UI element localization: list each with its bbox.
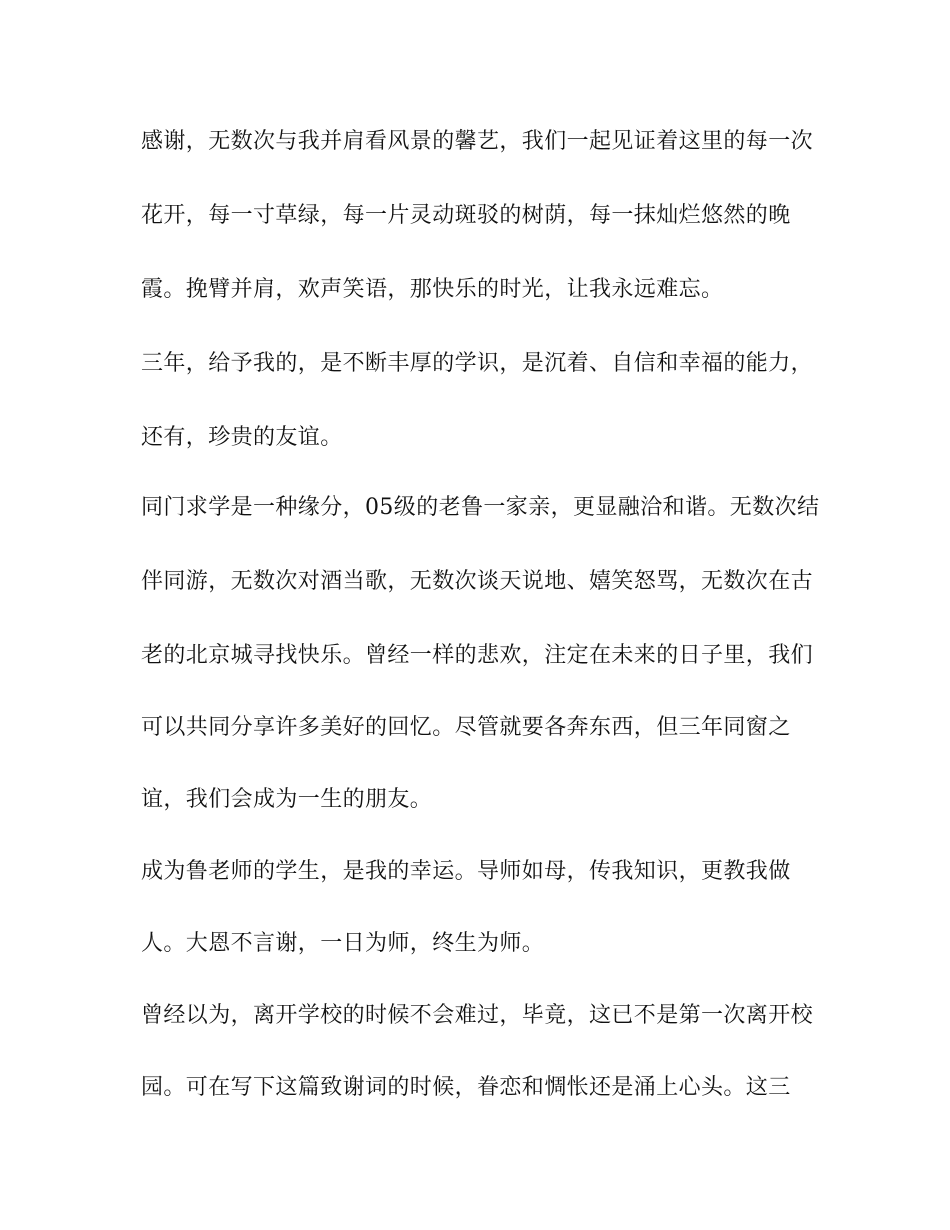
text-line: 人。大恩不言谢，一日为师，终生为师。 [141, 931, 545, 956]
text-line: 伴同游，无数次对酒当歌，无数次谈天说地、嬉笑怒骂，无数次在古 [141, 569, 814, 594]
text-line: 霞。挽臂并肩，欢声笑语，那快乐的时光，让我永远难忘。 [141, 277, 724, 302]
text-line: 感谢，无数次与我并肩看风景的馨艺，我们一起见证着这里的每一次 [141, 129, 814, 154]
text-line: 三年，给予我的，是不断丰厚的学识，是沉着、自信和幸福的能力， [141, 351, 814, 376]
text-line: 可以共同分享许多美好的回忆。尽管就要各奔东西，但三年同窗之 [141, 715, 791, 740]
text-line: 谊，我们会成为一生的朋友。 [141, 787, 433, 812]
text-line: 园。可在写下这篇致谢词的时候，眷恋和惆怅还是涌上心头。这三 [141, 1075, 791, 1100]
text-line: 曾经以为，离开学校的时候不会难过，毕竟，这已不是第一次离开校 [141, 1003, 814, 1028]
text-line: 同门求学是一种缘分，05级的老鲁一家亲，更显融洽和谐。无数次结 [141, 495, 820, 520]
text-line: 成为鲁老师的学生，是我的幸运。导师如母，传我知识，更教我做 [141, 859, 791, 884]
text-line: 花开，每一寸草绿，每一片灵动斑驳的树荫，每一抹灿烂悠然的晚 [141, 203, 791, 228]
text-line: 老的北京城寻找快乐。曾经一样的悲欢，注定在未来的日子里，我们 [141, 643, 814, 668]
text-line: 还有，珍贵的友谊。 [141, 425, 343, 450]
